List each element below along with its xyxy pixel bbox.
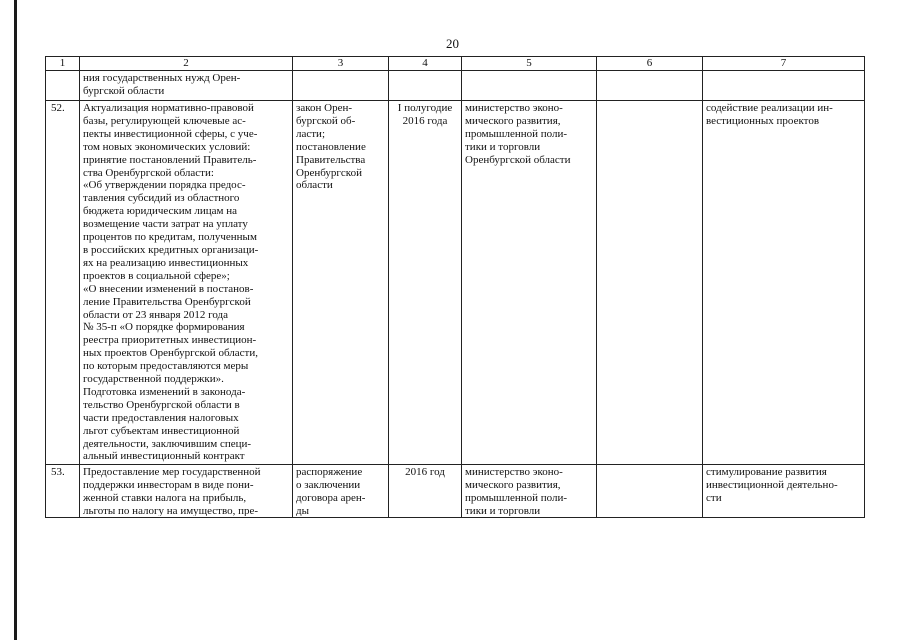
- row-number: [46, 71, 80, 101]
- result-cell: [703, 101, 865, 465]
- cell-line: промышленной поли-: [465, 492, 568, 505]
- cell-line: льгот субъектам инвестиционной: [83, 424, 240, 437]
- legal-act-cell: [293, 101, 389, 465]
- deadline-cell: [389, 101, 462, 465]
- cell-line: области от 23 января 2012 года: [83, 308, 229, 321]
- cell-line: пекты инвестиционной сферы, с уче-: [83, 127, 258, 140]
- cell-line: тельство Оренбургской области в: [83, 398, 240, 411]
- cell-line: Предоставление мер государственной: [83, 466, 261, 479]
- cell-line: области: [296, 179, 333, 192]
- cell-line: том новых экономических условий:: [83, 140, 251, 153]
- cell-line: Актуализация нормативно-правовой: [83, 102, 254, 114]
- cell-line: реестра приоритетных инвестицион-: [83, 334, 257, 347]
- row-number: 53.: [46, 465, 80, 518]
- cell-line: сти: [706, 492, 722, 505]
- cell-line: базы, регулирующей ключевые ас-: [83, 114, 246, 127]
- cell-line: инвестиционной деятельно-: [706, 479, 838, 492]
- cell-line: Оренбургской области: [465, 153, 571, 166]
- table-row: [46, 465, 865, 518]
- responsible-cell: [462, 465, 597, 518]
- cell-line: распоряжение: [296, 466, 363, 479]
- col-header-5: 5: [462, 57, 597, 71]
- cell-line: стимулирование развития: [706, 466, 827, 479]
- cell-line: мического развития,: [465, 114, 561, 127]
- col-header-1: 1: [46, 57, 80, 71]
- cell-line: бургской об-: [296, 114, 356, 127]
- responsible-cell: [462, 101, 597, 465]
- cell-line: 2016 год: [405, 466, 445, 479]
- cell-line: бургской области: [83, 84, 165, 97]
- cell-line: ях на реализацию инвестиционных: [83, 256, 249, 269]
- cell-line: поддержки инвесторам в виде пони-: [83, 479, 254, 492]
- cell-line: № 35-п «О порядке формирования: [83, 321, 245, 334]
- deadline-cell: [389, 71, 462, 101]
- cell-line: вестиционных проектов: [706, 114, 820, 127]
- legal-act-cell: [293, 465, 389, 518]
- cell-line: 2016 года: [402, 114, 448, 127]
- table-row: [46, 101, 865, 465]
- cell-line: «О внесении изменений в постанов-: [83, 282, 254, 295]
- measure-cell: [80, 465, 293, 518]
- cell-line: женной ставки налога на прибыль,: [83, 492, 247, 505]
- cell-line: Правительства: [296, 153, 366, 166]
- cell-line: мического развития,: [465, 479, 561, 492]
- cell-line: деятельности, заключившим специ-: [83, 437, 252, 450]
- cell-line: «Об утверждении порядка предос-: [83, 179, 246, 192]
- measure-cell: [80, 71, 293, 101]
- cell-line: ства Оренбургской области:: [83, 166, 214, 179]
- column-6-cell: [597, 465, 703, 518]
- cell-line: принятие постановлений Правитель-: [83, 153, 257, 166]
- cell-line: в российских кредитных организаци-: [83, 243, 259, 256]
- cell-line: проектов в социальной сфере»;: [83, 269, 230, 282]
- page-number: 20: [446, 36, 459, 51]
- cell-line: ление Правительства Оренбургской: [83, 295, 251, 308]
- col-header-3: 3: [293, 57, 389, 71]
- cell-line: Оренбургской: [296, 166, 362, 179]
- cell-line: ния государственных нужд Орен-: [83, 72, 241, 84]
- col-header-2: 2: [80, 57, 293, 71]
- cell-line: I полугодие: [397, 102, 453, 114]
- result-cell: [703, 71, 865, 101]
- column-6-cell: [597, 71, 703, 101]
- cell-line: министерство эконо-: [465, 466, 563, 479]
- cell-line: постановление: [296, 140, 366, 153]
- cell-line: ды: [296, 505, 309, 517]
- cell-line: альный инвестиционный контракт: [83, 450, 245, 463]
- cell-line: государственной поддержки».: [83, 373, 224, 386]
- responsible-cell: [462, 71, 597, 101]
- cell-line: ных проектов Оренбургской области,: [83, 347, 258, 360]
- cell-line: процентов по кредитам, полученным: [83, 231, 257, 244]
- cell-line: ласти;: [296, 127, 326, 140]
- table-row: [46, 71, 865, 101]
- binder-edge: [14, 0, 17, 640]
- cell-line: о заключении: [296, 479, 361, 492]
- col-header-6: 6: [597, 57, 703, 71]
- column-6-cell: [597, 101, 703, 465]
- deadline-cell: [389, 465, 462, 518]
- row-number: 52.: [46, 101, 80, 465]
- cell-line: льготы по налогу на имущество, пре-: [83, 505, 259, 517]
- legal-act-cell: [293, 71, 389, 101]
- cell-line: тики и торговли: [465, 505, 541, 517]
- cell-line: части предоставления налоговых: [83, 411, 239, 424]
- cell-line: тики и торговли: [465, 140, 541, 153]
- cell-line: закон Орен-: [296, 102, 353, 114]
- result-cell: [703, 465, 865, 518]
- cell-line: возмещение части затрат на уплату: [83, 218, 248, 231]
- cell-line: промышленной поли-: [465, 127, 568, 140]
- cell-line: министерство эконо-: [465, 102, 563, 114]
- cell-line: Подготовка изменений в законода-: [83, 385, 246, 398]
- cell-line: бюджета юридическим лицам на: [83, 205, 237, 218]
- measures-table: [45, 56, 865, 518]
- cell-line: тавления субсидий из областного: [83, 192, 240, 205]
- measure-cell: [80, 101, 293, 465]
- col-header-4: 4: [389, 57, 462, 71]
- header-row: [46, 57, 865, 71]
- cell-line: по которым предоставляются меры: [83, 360, 249, 373]
- col-header-7: 7: [703, 57, 865, 71]
- cell-line: договора арен-: [296, 492, 366, 505]
- cell-line: содействие реализации ин-: [706, 102, 833, 114]
